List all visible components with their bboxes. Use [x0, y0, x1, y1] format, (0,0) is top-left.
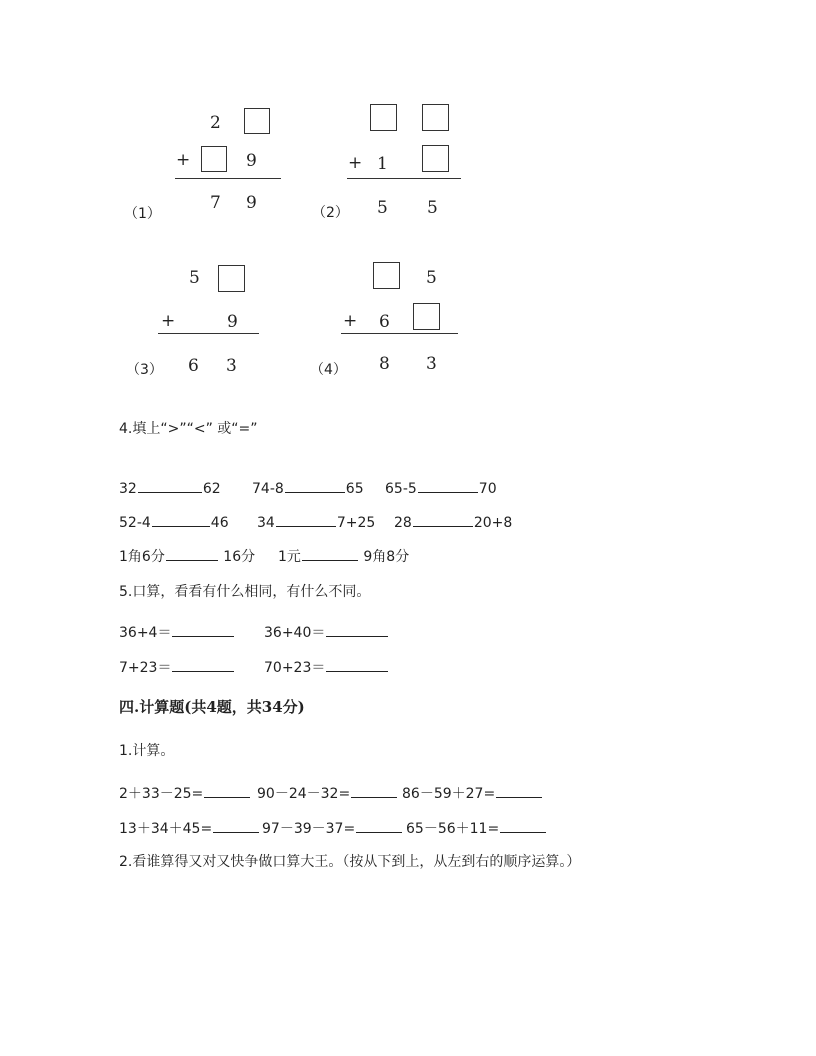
answer-blank[interactable] — [326, 657, 388, 672]
digit: 3 — [426, 354, 437, 374]
section-5-title: 5.口算，看看有什么相同，有什么不同。 — [119, 584, 371, 600]
compare-left: 1角6分 — [119, 549, 165, 565]
compare-row-3b — [278, 546, 409, 566]
digit: 3 — [226, 356, 237, 376]
compare-left: 34 — [257, 515, 275, 531]
digit: 1 — [377, 154, 388, 174]
sum-line — [175, 178, 281, 179]
problem-label: （4） — [310, 362, 347, 378]
answer-box[interactable] — [244, 108, 270, 134]
section-4-title: 4.填上“>”“<” 或“=” — [119, 421, 258, 437]
sum-line — [347, 178, 461, 179]
mental-math-item — [264, 657, 389, 677]
compare-right: 16分 — [223, 549, 256, 565]
mental-math-item — [119, 657, 235, 677]
expression: 97－39－37= — [262, 821, 356, 837]
compare-left: 52-4 — [119, 515, 151, 531]
digit: 9 — [227, 312, 238, 332]
expression: 86－59＋27= — [402, 786, 496, 802]
problem-label: （3） — [126, 362, 163, 378]
calc-item — [402, 783, 543, 803]
answer-box[interactable] — [370, 104, 397, 131]
compare-row-2 — [119, 512, 229, 532]
compare-right: 46 — [210, 515, 229, 531]
answer-blank[interactable] — [285, 478, 345, 493]
compare-left: 74-8 — [252, 481, 284, 497]
calc-item — [262, 818, 403, 838]
mental-math-item — [264, 622, 389, 642]
answer-blank[interactable] — [356, 818, 402, 833]
digit: 5 — [426, 268, 437, 288]
answer-box[interactable] — [373, 262, 400, 289]
compare-right: 62 — [202, 481, 221, 497]
problem-label: （1） — [124, 206, 161, 222]
answer-blank[interactable] — [152, 512, 210, 527]
compare-left: 65-5 — [385, 481, 417, 497]
calc-item — [119, 818, 260, 838]
answer-blank[interactable] — [418, 478, 478, 493]
digit: 6 — [188, 356, 199, 376]
answer-box[interactable] — [422, 104, 449, 131]
digit: 7 — [210, 193, 221, 213]
expression: 65－56＋11= — [406, 821, 500, 837]
expression: 2＋33－25= — [119, 786, 204, 802]
digit: 5 — [189, 268, 200, 288]
problem-label: （2） — [312, 205, 349, 221]
answer-box[interactable] — [218, 265, 245, 292]
answer-blank[interactable] — [351, 783, 397, 798]
compare-left: 28 — [394, 515, 412, 531]
calc-item — [257, 783, 398, 803]
mental-math-item — [119, 622, 235, 642]
plus-sign: + — [161, 311, 176, 331]
digit: 5 — [377, 198, 388, 218]
answer-box[interactable] — [422, 145, 449, 172]
compare-row-3 — [119, 546, 255, 566]
sum-line — [158, 333, 259, 334]
plus-sign: + — [343, 311, 358, 331]
sum-line — [341, 333, 458, 334]
calc-item — [119, 783, 251, 803]
plus-sign: + — [348, 153, 363, 173]
q1-title: 1.计算。 — [119, 743, 175, 759]
digit: 6 — [379, 312, 390, 332]
answer-blank[interactable] — [166, 546, 218, 561]
q2-title: 2.看谁算得又对又快争做口算大王。（按从下到上，从左到右的顺序运算。） — [119, 854, 581, 870]
compare-row-1 — [119, 478, 221, 498]
expression: 7+23＝ — [119, 660, 172, 676]
compare-row-1c — [385, 478, 497, 498]
answer-blank[interactable] — [276, 512, 336, 527]
compare-left: 1元 — [278, 549, 301, 565]
section-heading: 四.计算题(共4题，共34分) — [119, 698, 305, 716]
expression: 70+23＝ — [264, 660, 326, 676]
expression: 13＋34＋45= — [119, 821, 213, 837]
expression: 90－24－32= — [257, 786, 351, 802]
answer-blank[interactable] — [172, 657, 234, 672]
compare-right: 7+25 — [336, 515, 376, 531]
expression: 36+4＝ — [119, 625, 172, 641]
answer-blank[interactable] — [204, 783, 250, 798]
compare-right: 70 — [478, 481, 497, 497]
digit: 9 — [246, 193, 257, 213]
answer-box[interactable] — [413, 303, 440, 330]
digit: 2 — [210, 113, 221, 133]
compare-right: 65 — [345, 481, 364, 497]
answer-box[interactable] — [201, 146, 227, 172]
answer-blank[interactable] — [172, 622, 234, 637]
digit: 8 — [379, 354, 390, 374]
compare-row-2c — [394, 512, 512, 532]
calc-item — [406, 818, 547, 838]
answer-blank[interactable] — [496, 783, 542, 798]
compare-row-2b — [257, 512, 375, 532]
compare-row-1b — [252, 478, 364, 498]
plus-sign: + — [176, 150, 191, 170]
compare-left: 32 — [119, 481, 137, 497]
compare-right: 9角8分 — [363, 549, 410, 565]
answer-blank[interactable] — [213, 818, 259, 833]
digit: 5 — [427, 198, 438, 218]
answer-blank[interactable] — [500, 818, 546, 833]
answer-blank[interactable] — [413, 512, 473, 527]
answer-blank[interactable] — [326, 622, 388, 637]
expression: 36+40＝ — [264, 625, 326, 641]
answer-blank[interactable] — [138, 478, 202, 493]
answer-blank[interactable] — [302, 546, 358, 561]
compare-right: 20+8 — [473, 515, 513, 531]
digit: 9 — [246, 151, 257, 171]
